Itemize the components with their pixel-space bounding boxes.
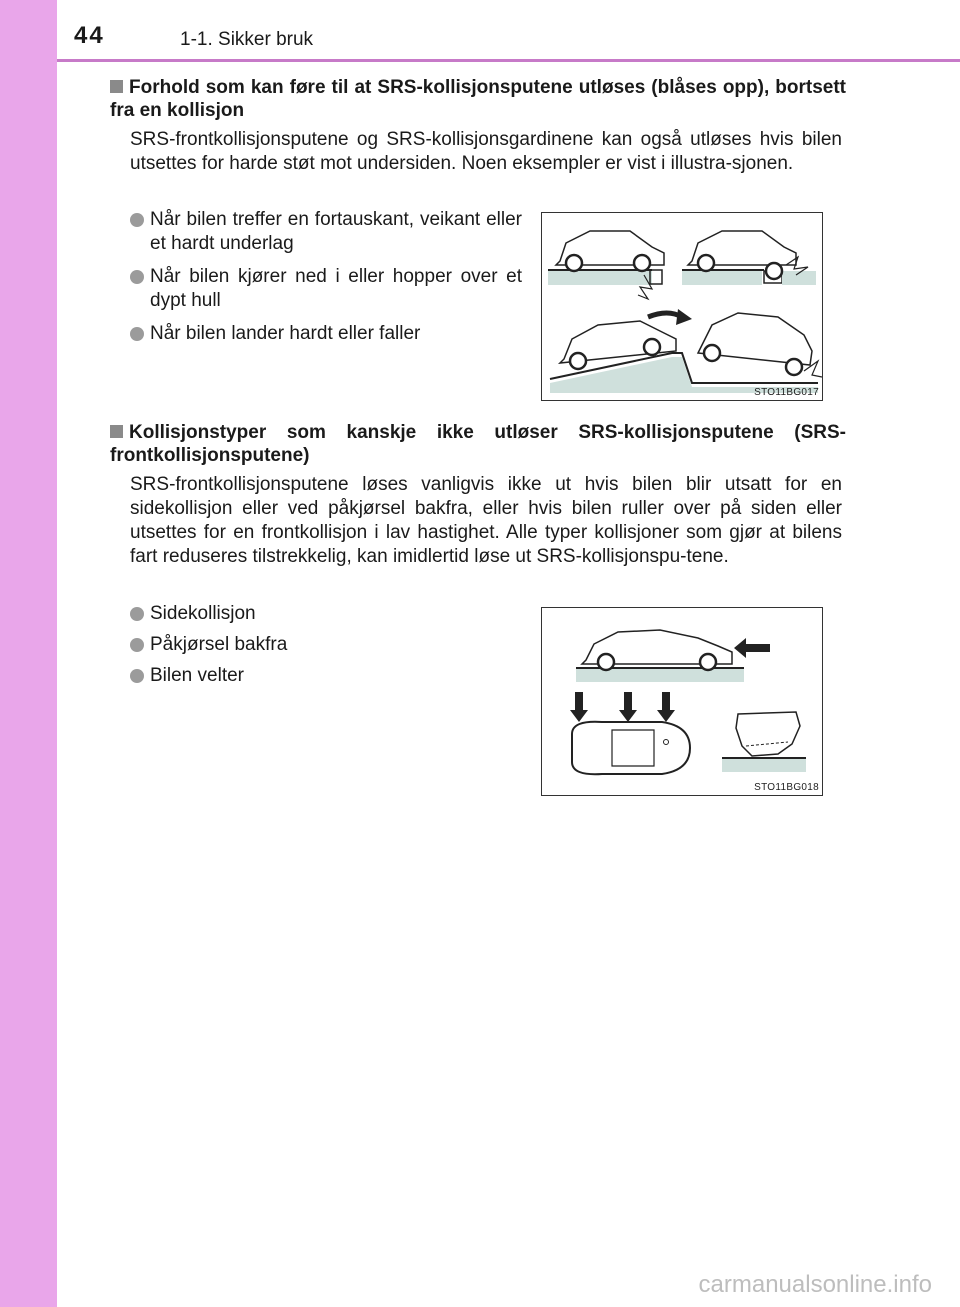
circle-bullet-icon [130, 327, 144, 341]
section1-heading: Forhold som kan føre til at SRS-kollisjonsputene utløses (blåses opp), bortsett fra en kollisjon [110, 77, 846, 121]
figure-non-deploying-collisions [541, 607, 823, 796]
page-number: 44 [74, 22, 105, 49]
side-color-band [0, 0, 57, 1307]
square-bullet-icon [110, 80, 123, 93]
section1-bullet-list [130, 208, 522, 346]
list-item: Når bilen kjører ned i eller hopper over et dypt hull [130, 265, 522, 313]
circle-bullet-icon [130, 638, 144, 652]
watermark: carmanualsonline.info [698, 1271, 932, 1298]
list-item: Når bilen lander hardt eller faller [130, 322, 522, 346]
figure-undercarriage-impacts [541, 212, 823, 401]
collision-types-illustration [542, 608, 822, 795]
section-title: 1-1. Sikker bruk [180, 29, 314, 50]
list-item: Sidekollisjon [130, 602, 490, 626]
section2-bullet-list [130, 602, 490, 688]
figure-code: STO11BG018 [754, 782, 819, 793]
circle-bullet-icon [130, 213, 144, 227]
header-rule [57, 59, 960, 62]
circle-bullet-icon [130, 270, 144, 284]
list-item: Påkjørsel bakfra [130, 633, 490, 657]
section2-heading: Kollisjonstyper som kanskje ikke utløser SRS-kollisjonsputene (SRS-frontkollisjonsputene) [110, 422, 846, 466]
section1-intro: SRS-frontkollisjonsputene og SRS-kollisjonsgardinene kan også utløses hvis bilen utsettes for harde støt mot undersiden. Noen eksempler er vist i illustra-sjonen. [130, 129, 842, 174]
list-item: Bilen velter [130, 664, 490, 688]
figure-code: STO11BG017 [754, 387, 819, 398]
square-bullet-icon [110, 425, 123, 438]
car-impact-illustration [542, 213, 822, 400]
section2-intro: SRS-frontkollisjonsputene løses vanligvis ikke ut hvis bilen blir utsatt for en sidekollisjon eller ved påkjørsel bakfra, eller hvis bilen ruller over på siden eller utsettes for en frontkollisjon i lav hastighet. Alle typer kollisjoner som gjør at bilens fart reduseres tilstrekkelig, kan imidlertid løse ut SRS-kollisjonspu-tene. [130, 474, 842, 567]
circle-bullet-icon [130, 607, 144, 621]
circle-bullet-icon [130, 669, 144, 683]
list-item: Når bilen treffer en fortauskant, veikant eller et hardt underlag [130, 208, 522, 256]
